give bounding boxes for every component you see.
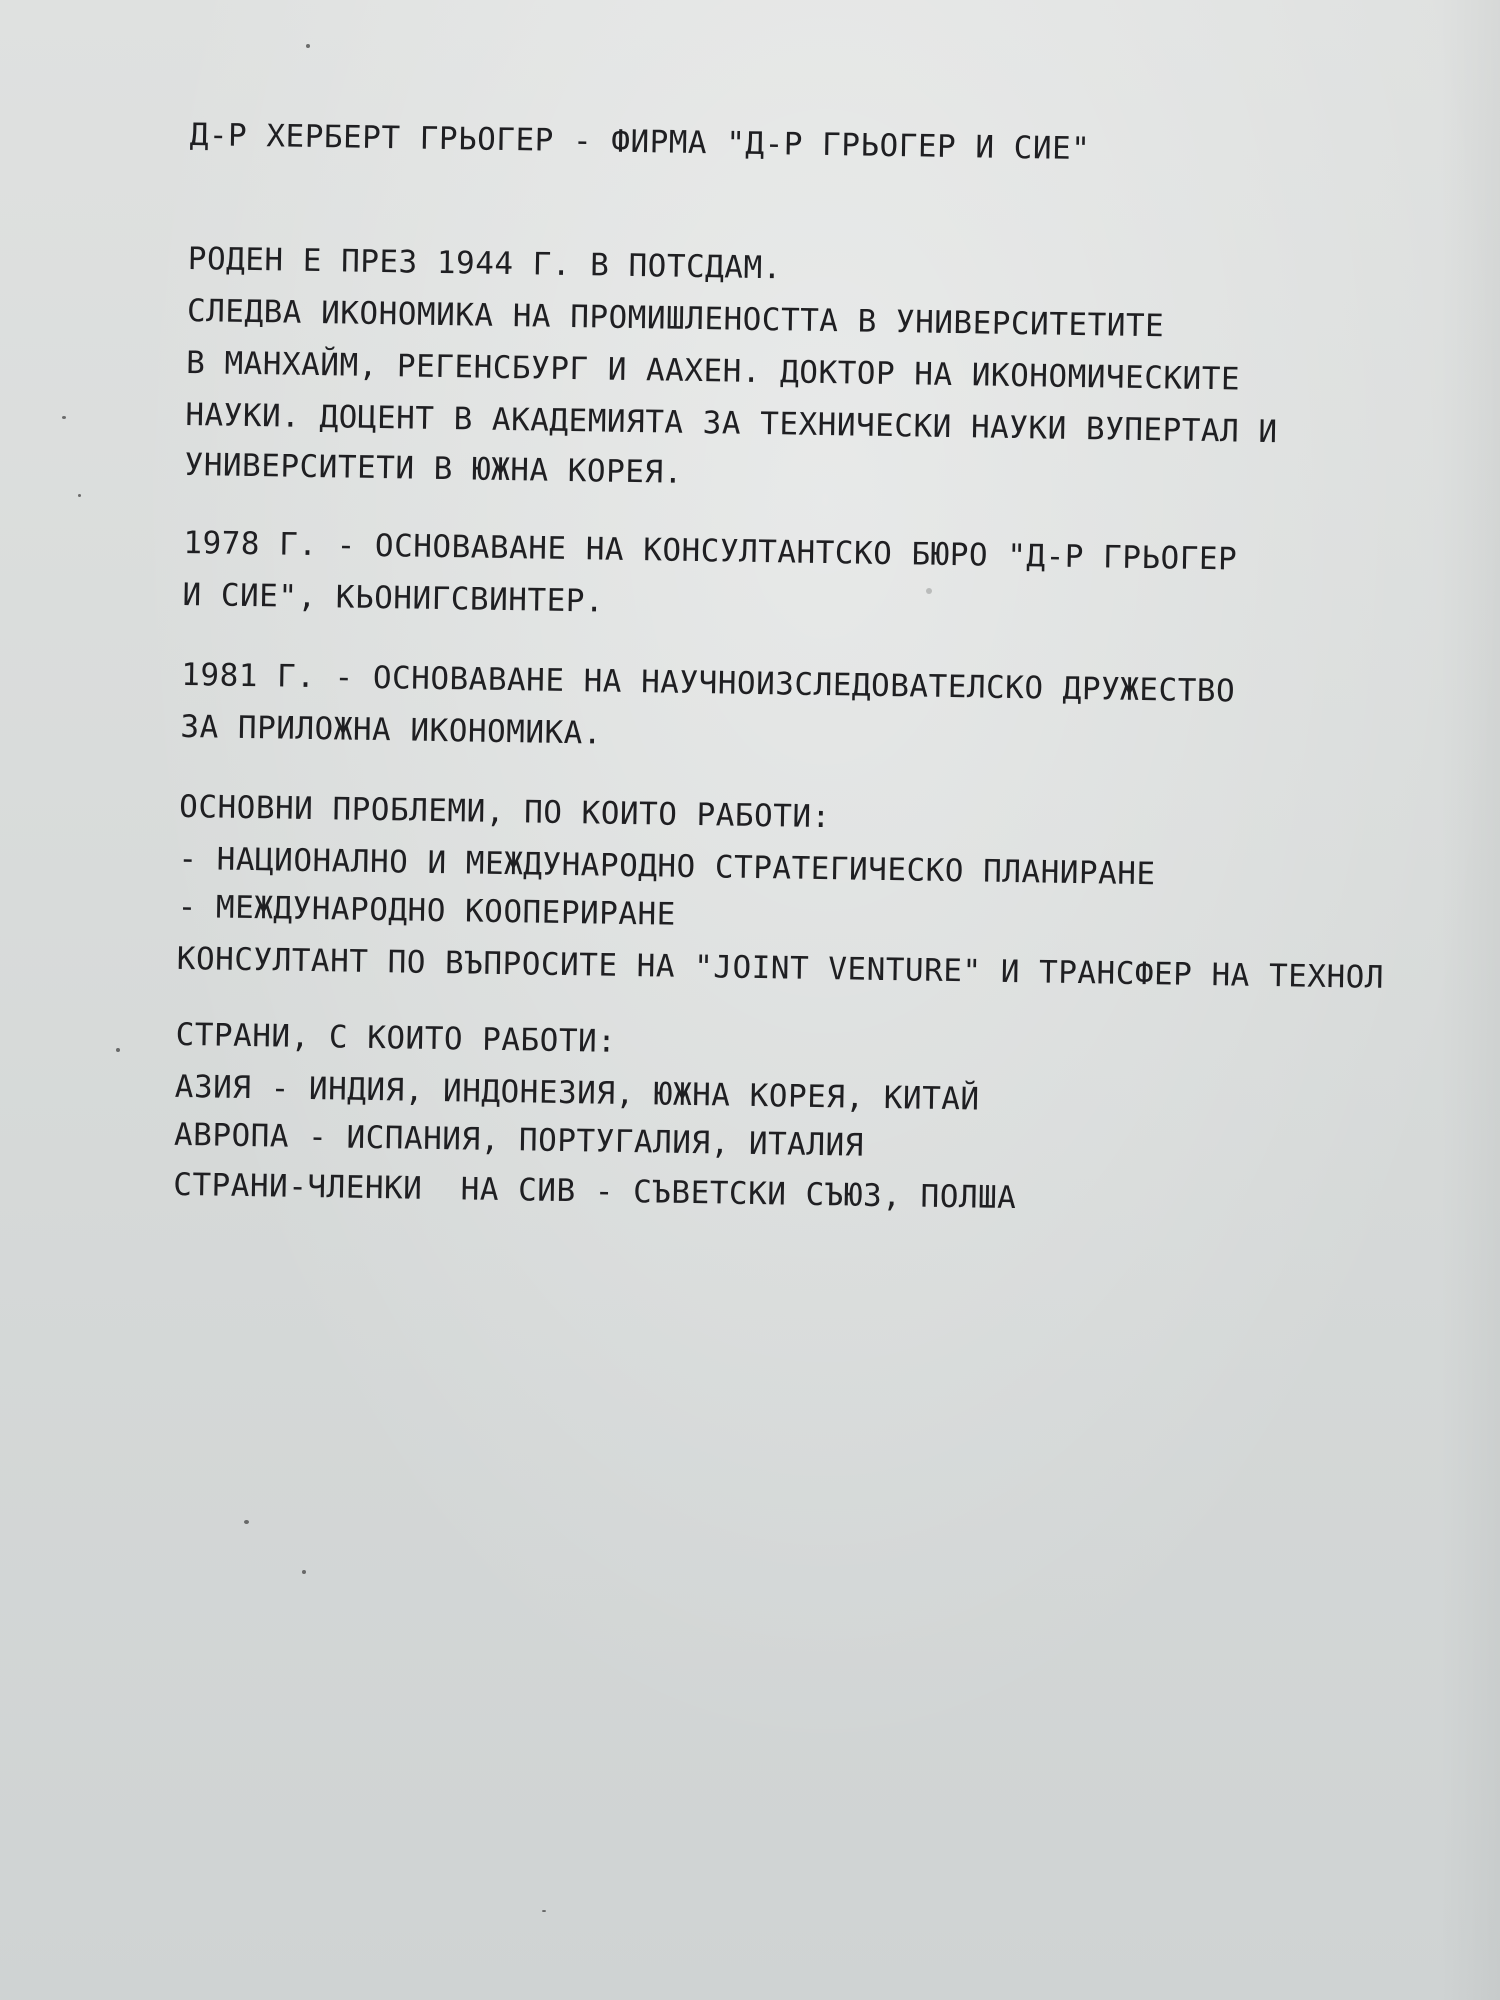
countries-intro: СТРАНИ, С КОИТО РАБОТИ: bbox=[175, 1016, 617, 1060]
page-edge-shadow bbox=[1440, 0, 1500, 2000]
typed-text-block bbox=[172, 117, 1480, 1217]
country-item: АЗИЯ - ИНДИЯ, ИНДОНЕЗИЯ, ЮЖНА КОРЕЯ, КИТАЙ bbox=[174, 1068, 980, 1118]
entry-1981-line: ЗА ПРИЛОЖНА ИКОНОМИКА. bbox=[180, 708, 603, 752]
paper-speck bbox=[244, 1520, 249, 1524]
bio-line: СЛЕДВА ИКОНОМИКА НА ПРОМИШЛЕНОСТТА В УНИВЕРСИТЕТИТЕ bbox=[186, 292, 1165, 345]
entry-1981-line: 1981 Г. - ОСНОВАВАНЕ НА НАУЧНОИЗСЛЕДОВАТЕЛСКО ДРУЖЕСТВО bbox=[180, 656, 1236, 710]
document-heading: Д-Р ХЕРБЕРТ ГРЬОГЕР - ФИРМА "Д-Р ГРЬОГЕР И СИЕ" bbox=[189, 117, 1091, 168]
problems-intro: ОСНОВНИ ПРОБЛЕМИ, ПО КОИТО РАБОТИ: bbox=[178, 788, 831, 836]
paper-speck bbox=[116, 1048, 120, 1052]
consultant-line: КОНСУЛТАНТ ПО ВЪПРОСИТЕ НА "JOINT VENTURE" И ТРАНСФЕР НА ТЕХНОЛ bbox=[176, 940, 1385, 996]
paper-speck bbox=[78, 494, 81, 497]
bio-line: УНИВЕРСИТЕТИ В ЮЖНА КОРЕЯ. bbox=[184, 446, 684, 491]
bio-line: В МАНХАЙМ, РЕГЕНСБУРГ И ААХЕН. ДОКТОР НА ИКОНОМИЧЕСКИТЕ bbox=[185, 344, 1241, 398]
problem-item: - НАЦИОНАЛНО И МЕЖДУНАРОДНО СТРАТЕГИЧЕСКО ПЛАНИРАНЕ bbox=[178, 840, 1156, 893]
paper-speck bbox=[926, 588, 932, 594]
paper-speck bbox=[302, 1570, 306, 1574]
entry-1978-line: 1978 Г. - ОСНОВАВАНЕ НА КОНСУЛТАНТСКО БЮРО "Д-Р ГРЬОГЕР bbox=[183, 524, 1238, 578]
paper-speck bbox=[542, 1910, 546, 1912]
country-item: СТРАНИ-ЧЛЕНКИ НА СИВ - СЪВЕТСКИ СЪЮЗ, ПОЛША bbox=[172, 1166, 1017, 1217]
paper-speck bbox=[306, 44, 310, 48]
paper-speck bbox=[62, 416, 66, 419]
entry-1978-line: И СИЕ", КЬОНИГСВИНТЕР. bbox=[182, 576, 605, 620]
bio-line: РОДЕН Е ПРЕЗ 1944 Г. В ПОТСДАМ. bbox=[187, 240, 783, 287]
country-item: АВРОПА - ИСПАНИЯ, ПОРТУГАЛИЯ, ИТАЛИЯ bbox=[173, 1116, 865, 1164]
bio-line: НАУКИ. ДОЦЕНТ В АКАДЕМИЯТА ЗА ТЕХНИЧЕСКИ НАУКИ ВУПЕРТАЛ И bbox=[185, 396, 1278, 451]
problem-item: - МЕЖДУНАРОДНО КООПЕРИРАНЕ bbox=[177, 888, 677, 933]
